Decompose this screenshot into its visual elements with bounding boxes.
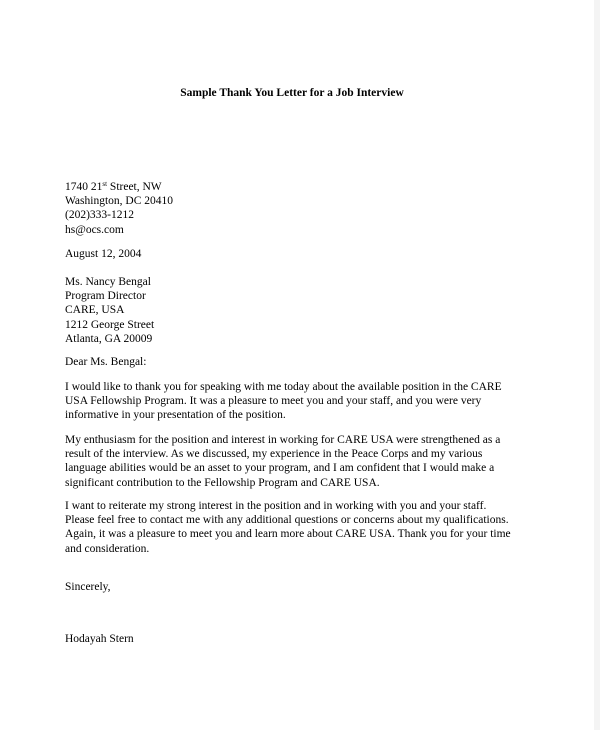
body-paragraph-3 xyxy=(65,499,525,556)
paragraph-line: informative in your presentation of the position. xyxy=(65,409,286,422)
paragraph-line: significant contribution to the Fellowship Program and CARE USA. xyxy=(65,476,380,489)
page-edge xyxy=(594,0,600,730)
sender-street-suffix: st xyxy=(102,180,108,188)
paragraph-line: language abilities would be an asset to your program, and I am confident that I would make a xyxy=(65,462,495,475)
sender-address xyxy=(65,180,525,237)
sender-street-number: 1740 21 xyxy=(65,181,103,193)
recipient-organization: CARE, USA xyxy=(65,304,125,317)
paragraph-line: My enthusiasm for the position and interest in working for CARE USA were strengthened as a xyxy=(65,434,501,446)
closing: Sincerely, xyxy=(65,581,111,593)
sender-phone: (202)333-1212 xyxy=(65,209,134,222)
sender-email: hs@ocs.com xyxy=(65,223,124,236)
letter-date: August 12, 2004 xyxy=(65,248,142,260)
body-paragraph-2 xyxy=(65,433,525,490)
signature-name: Hodayah Stern xyxy=(65,633,134,645)
sender-street-rest: Street, NW xyxy=(107,181,162,193)
recipient-street: 1212 George Street xyxy=(65,318,155,331)
salutation: Dear Ms. Bengal: xyxy=(65,356,147,368)
body-paragraph-1 xyxy=(65,380,525,423)
sender-city-line: Washington, DC 20410 xyxy=(65,195,174,208)
paragraph-line: USA Fellowship Program. It was a pleasure to meet you and your staff, and you were very xyxy=(65,395,482,408)
recipient-title: Program Director xyxy=(65,290,146,303)
recipient-name: Ms. Nancy Bengal xyxy=(65,276,151,288)
paragraph-line: Again, it was a pleasure to meet you and learn more about CARE USA. Thank you for your time xyxy=(65,528,511,541)
sender-street xyxy=(65,180,525,194)
paragraph-line: I would like to thank you for speaking with me today about the available position in the CARE xyxy=(65,381,502,393)
paragraph-line: I want to reiterate my strong interest in the position and in working with you and your staff. xyxy=(65,500,487,512)
paragraph-line: and consideration. xyxy=(65,542,150,555)
paragraph-line: Please feel free to contact me with any additional questions or concerns about my qualifications. xyxy=(65,514,509,527)
paragraph-line: result of the interview. As we discussed, my experience in the Peace Corps and my various xyxy=(65,448,483,461)
recipient-city-line: Atlanta, GA 20009 xyxy=(65,332,153,345)
recipient-address xyxy=(65,275,525,346)
letter-title: Sample Thank You Letter for a Job Interview xyxy=(180,87,404,99)
